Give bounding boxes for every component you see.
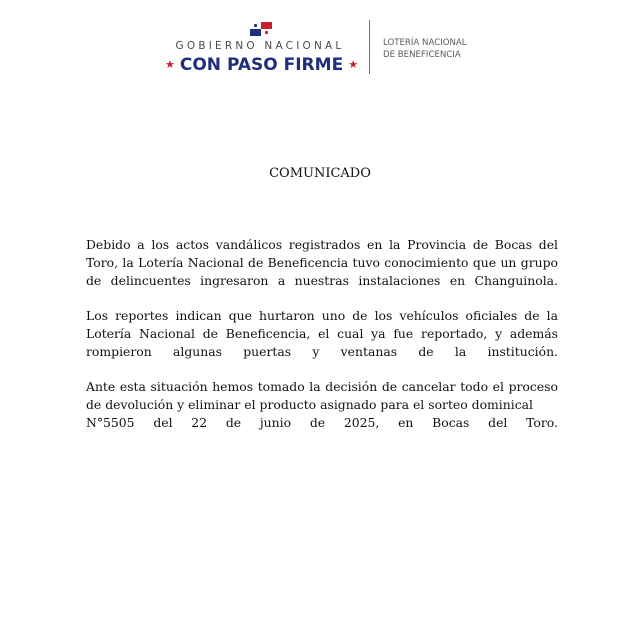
letterhead xyxy=(0,0,640,90)
star-icon: ★ xyxy=(165,58,175,71)
paragraph-2 xyxy=(86,307,558,361)
paragraph-1-line-1: Debido a los actos vandálicos registrados en la Provincia de Bocas del xyxy=(86,237,558,252)
government-label: GOBIERNO NACIONAL xyxy=(175,40,345,52)
paragraph-3-line-3: N°5505 del 22 de junio de 2025, en Bocas del Toro. xyxy=(86,415,558,430)
institution-line-1: LOTERÍA NACIONAL xyxy=(383,38,467,48)
document-title: COMUNICADO xyxy=(269,166,371,181)
header-divider xyxy=(369,20,370,74)
institution-line-2: DE BENEFICENCIA xyxy=(383,50,461,60)
paragraph-3-line-2: de devolución y eliminar el producto asignado para el sorteo dominical xyxy=(86,397,533,412)
institution-logo-text xyxy=(383,37,467,61)
paragraph-3-line-1: Ante esta situación hemos tomado la decisión de cancelar todo el proceso xyxy=(86,379,558,394)
paragraph-1-line-2: Toro, la Lotería Nacional de Beneficencia tuvo conocimiento que un grupo xyxy=(86,255,558,270)
paragraph-1 xyxy=(86,236,558,290)
motto-text: CON PASO FIRME xyxy=(179,55,344,75)
paragraph-2-line-2: Lotería Nacional de Beneficencia, el cual ya fue reportado, y además xyxy=(86,326,558,341)
motto-label xyxy=(160,55,360,75)
paragraph-3 xyxy=(86,378,558,432)
star-icon: ★ xyxy=(348,58,359,71)
paragraph-2-line-1: Los reportes indican que hurtaron uno de los vehículos oficiales de la xyxy=(86,308,558,323)
paragraph-2-line-3: rompieron algunas puertas y ventanas de la institución. xyxy=(86,344,558,359)
panama-flag-icon xyxy=(250,22,272,36)
paragraph-1-line-3: de delincuentes ingresaron a nuestras instalaciones en Changuinola. xyxy=(86,273,558,288)
